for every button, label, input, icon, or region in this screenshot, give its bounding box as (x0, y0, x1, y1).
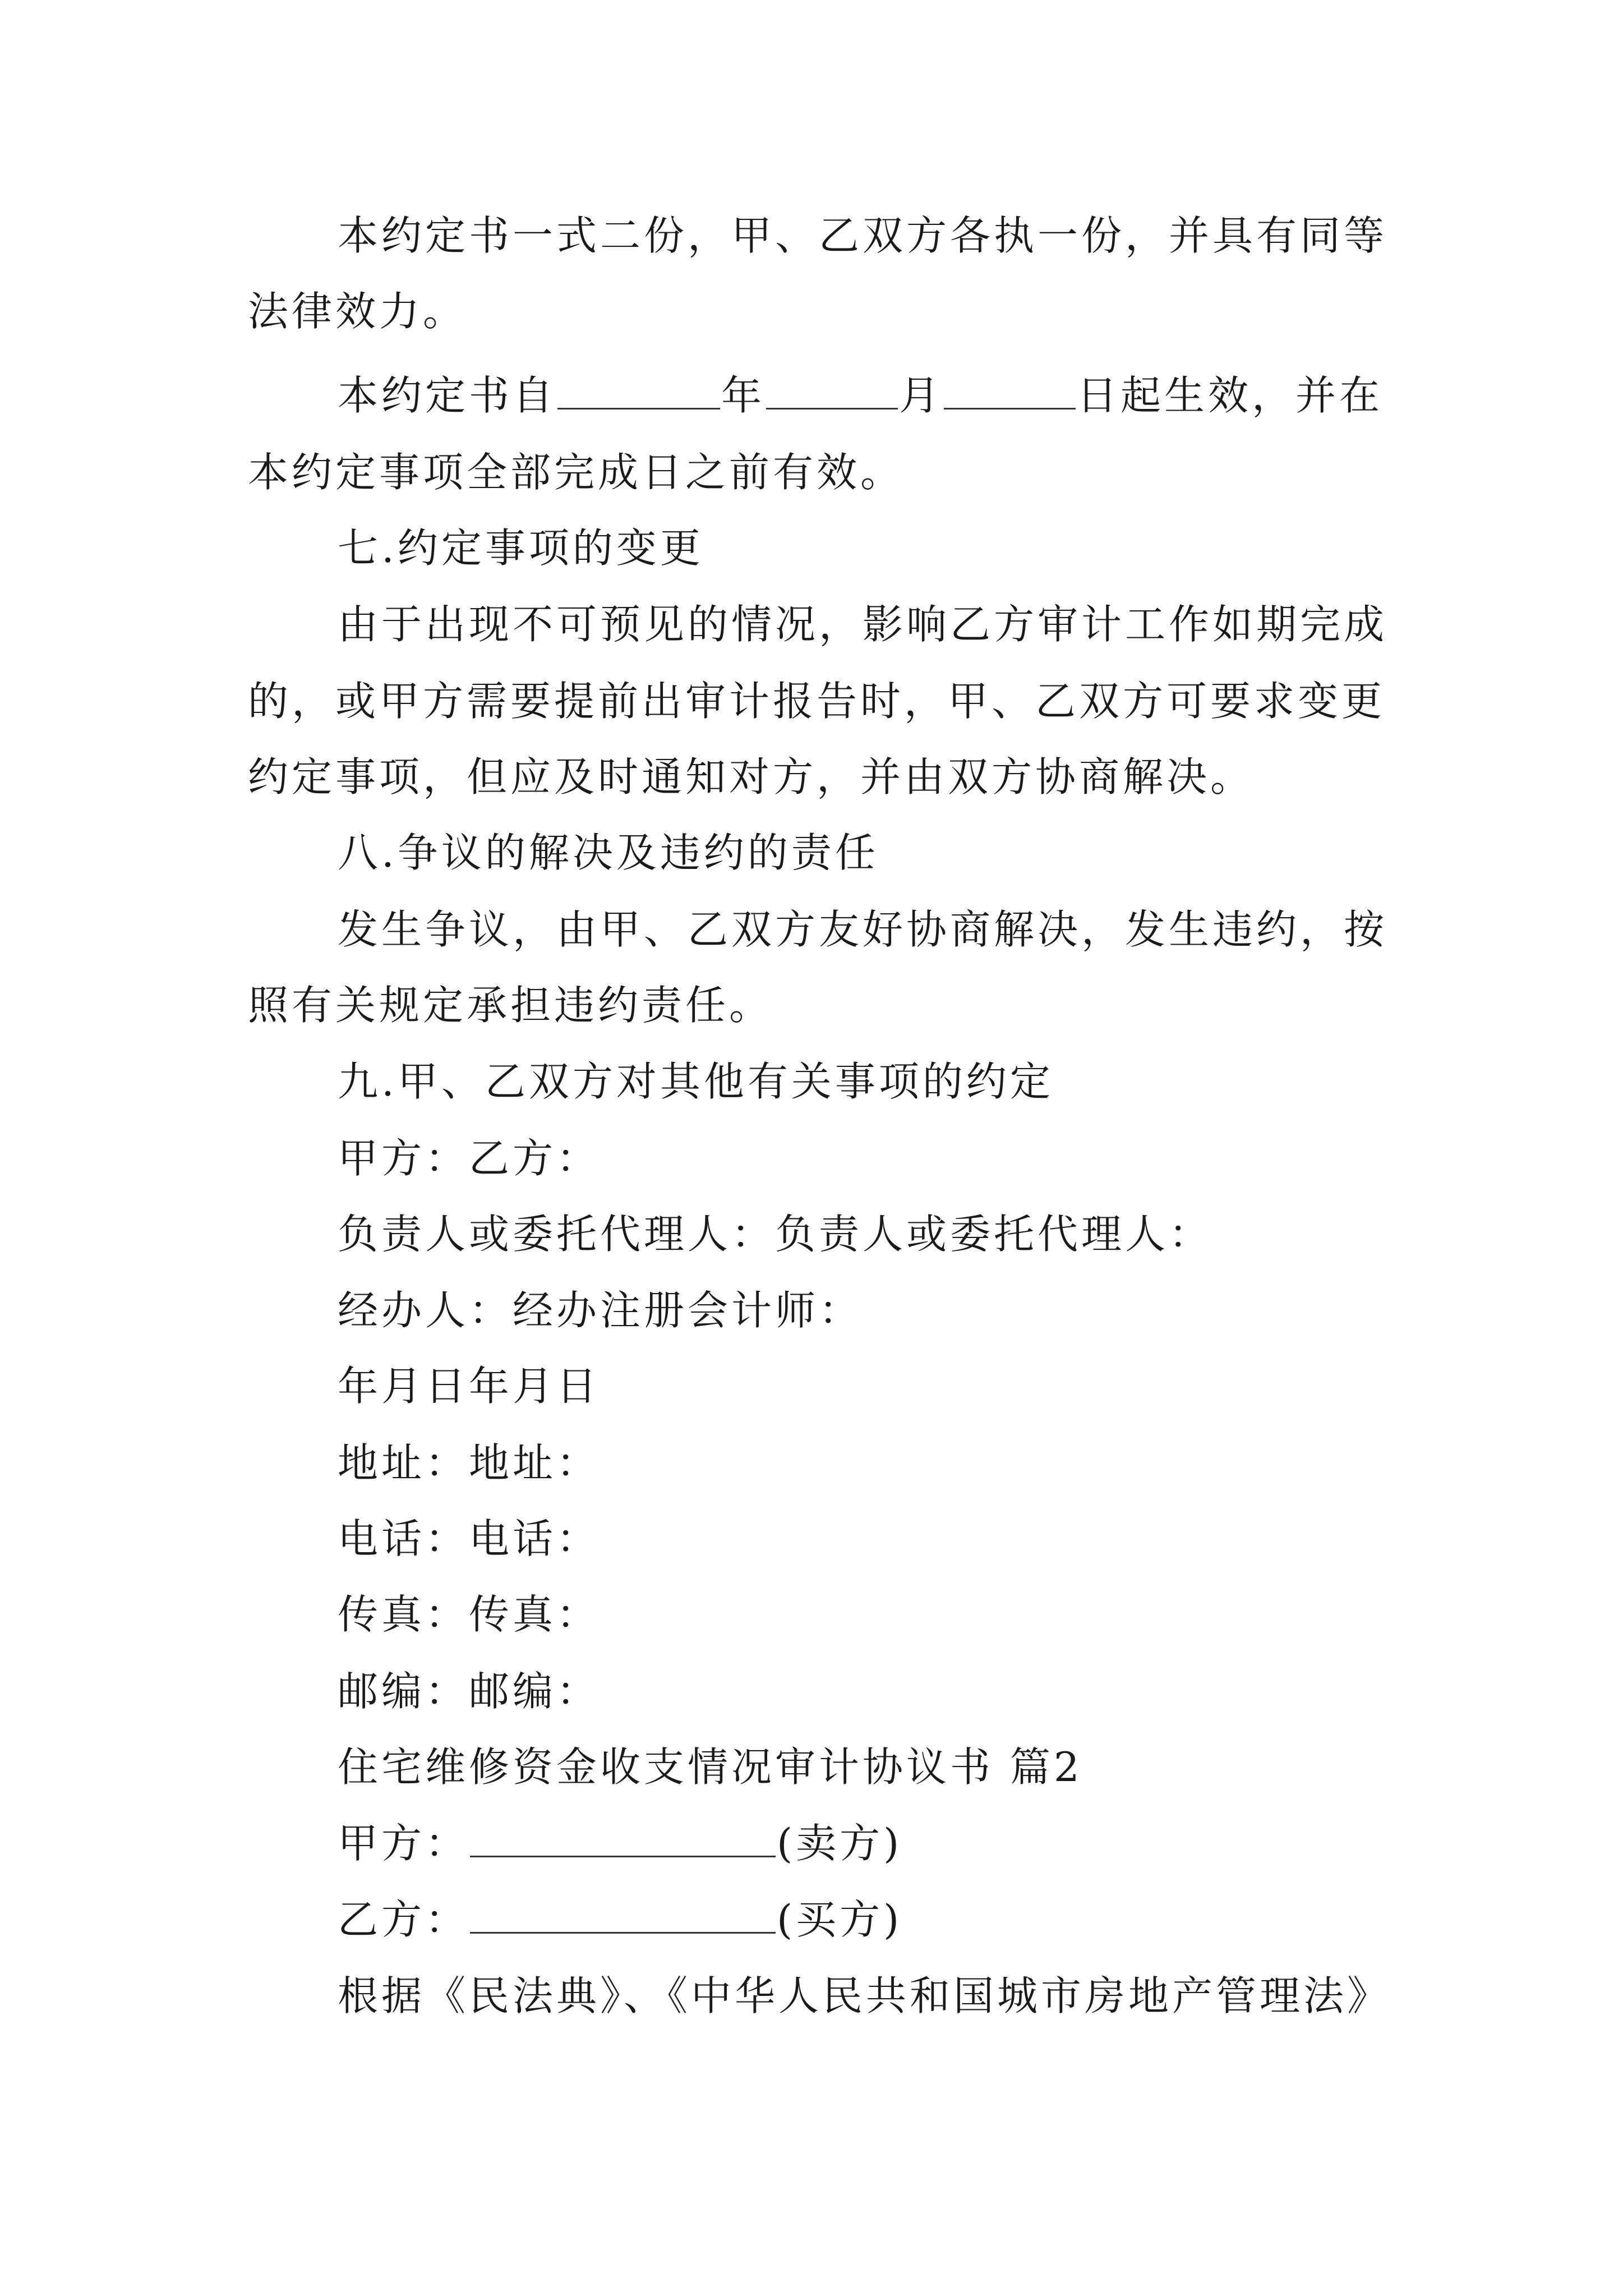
copies-line-2: 法律效力。 (248, 288, 467, 335)
signature-parties: 甲方：乙方： (338, 1135, 601, 1182)
party-a-line (338, 1815, 902, 1871)
signature-postcode: 邮编：邮编： (338, 1668, 601, 1715)
effective-prefix: 本约定书自 (338, 372, 557, 419)
section-7-body-line-2: 的，或甲方需要提前出审计报告时，甲、乙双方可要求变更 (248, 678, 1386, 725)
effective-month-blank (766, 373, 898, 409)
signature-representative: 负责人或委托代理人：负责人或委托代理人： (338, 1211, 1213, 1258)
party-b-blank (470, 1897, 776, 1934)
copies-line-1: 本约定书一式二份，甲、乙双方各执一份，并具有同等 (338, 212, 1388, 259)
signature-fax: 传真：传真： (338, 1591, 601, 1638)
basis-line: 根据《民法典》、《中华人民共和国城市房地产管理法》 (338, 1972, 1391, 2019)
signature-handler: 经办人：经办注册会计师： (338, 1287, 863, 1334)
effective-suffix: 日起生效，并在 (1077, 372, 1384, 419)
section-8-body-line-1: 发生争议，由甲、乙双方友好协商解决，发生违约，按 (338, 906, 1388, 953)
effective-year-blank (557, 373, 720, 409)
article-2-title: 住宅维修资金收支情况审计协议书 篇2 (338, 1743, 1083, 1791)
party-a-label: 甲方： (338, 1820, 469, 1867)
effective-line-2: 本约定事项全部完成日之前有效。 (248, 449, 905, 496)
signature-address: 地址：地址： (338, 1439, 601, 1487)
section-7-body-line-1: 由于出现不可预见的情况，影响乙方审计工作如期完成 (338, 601, 1388, 648)
section-8-heading: 八.争议的解决及违约的责任 (338, 829, 879, 876)
party-a-role: (卖方) (777, 1820, 903, 1867)
party-b-label: 乙方： (338, 1896, 469, 1943)
effective-day-blank (944, 373, 1076, 409)
section-8-body-line-2: 照有关规定承担违约责任。 (248, 982, 773, 1029)
effective-month-label: 月 (899, 372, 943, 419)
section-7-body-line-3: 约定事项，但应及时通知对方，并由双方协商解决。 (248, 753, 1255, 800)
party-b-line (338, 1892, 902, 1948)
section-9-heading: 九.甲、乙双方对其他有关事项的约定 (338, 1058, 1054, 1105)
effective-date-line (338, 367, 1383, 424)
party-b-role: (买方) (777, 1896, 903, 1943)
signature-date: 年月日年月日 (338, 1363, 601, 1410)
effective-year-label: 年 (721, 372, 766, 419)
signature-phone: 电话：电话： (338, 1515, 601, 1562)
party-a-blank (470, 1821, 776, 1857)
section-7-heading: 七.约定事项的变更 (338, 524, 704, 572)
